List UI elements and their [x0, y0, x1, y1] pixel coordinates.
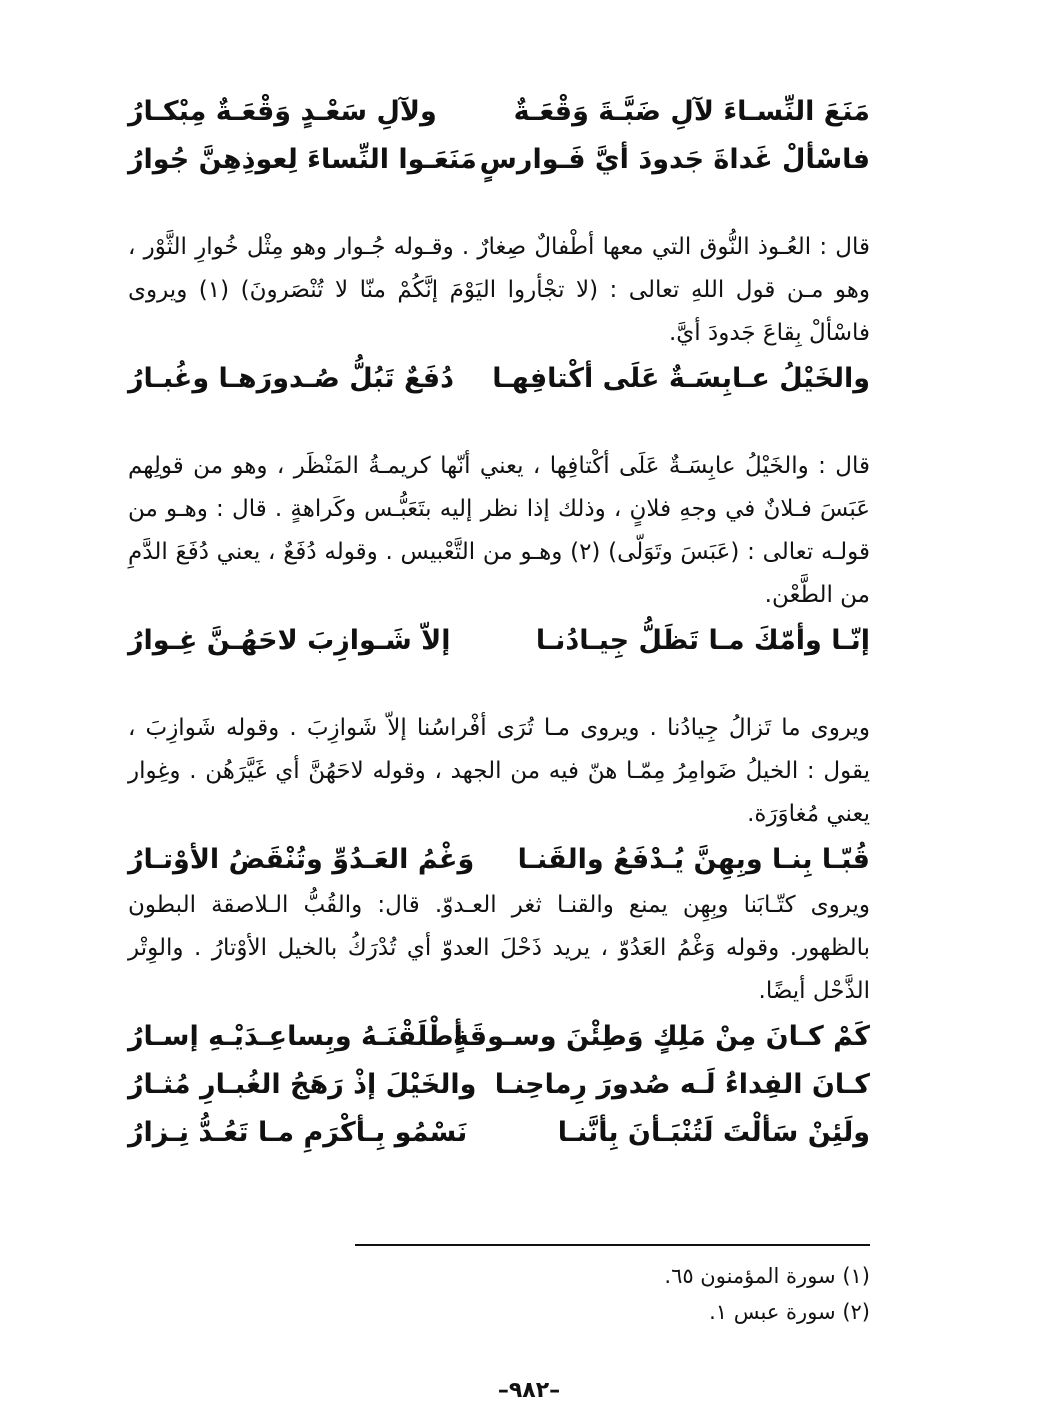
verse-second-hemistich: إلاّ شَـوازِبَ لاحَهُـنَّ غِـوارُ [128, 625, 451, 656]
commentary-paragraph: قال : العُـوذ النُّوق التي معها أطْفالٌ صِغارٌ . وقـوله جُـوار وهو مِثْل خُوارِ الثَّوْر ، وهو مـن قول اللهِ تعالى : (لا تجْأروا اليَوْمَ إنَّكُمْ منّا لا تُنْصَرونَ) (١) ويروى فاسْألْ بِقاعَ جَدودَ أيَّ. [128, 234, 871, 346]
main-text [128, 88, 870, 1157]
verse-second-hemistich: دُفَعٌ تَبُلُّ صُـدورَهـا وغُبـارُ [128, 363, 454, 394]
verse-first-hemistich: ولَئِنْ سَألْتَ لَتُنْبَـأنَ بِأنَّنـا [557, 1117, 870, 1148]
verse-first-hemistich: قُبّـا بِنـا وبِهِنَّ يُـدْفَعُ والقَنـا [517, 844, 870, 875]
verse-first-hemistich: كـانَ الفِداءُ لَـه صُدورَ رِماحِنـا [494, 1069, 870, 1100]
verse-line [128, 617, 870, 665]
verse-first-hemistich: مَنَعَ النِّسـاءَ لآلِ ضَبَّـةَ وَقْعَـةٌ [513, 96, 870, 127]
verse-line [128, 1013, 870, 1061]
verse-line [128, 836, 870, 884]
verse-first-hemistich: والخَيْلُ عـابِسَـةٌ عَلَى أكْتافِهـا [492, 363, 870, 394]
verse-line [128, 136, 870, 184]
verse-first-hemistich: كَمْ كـانَ مِنْ مَلِكٍ وَطِئْنَ وسـوقَةٍ [453, 1021, 870, 1052]
verse-second-hemistich: وَغْمُ العَـدُوِّ وتُنْقَضُ الأوْتـارُ [128, 844, 475, 875]
page-number: –٩٨٢– [497, 1378, 561, 1403]
commentary-paragraph: قال : والخَيْلُ عابِسَـةٌ عَلَى أكْتافِها ، يعني أنّها كريمـةُ المَنْظَر ، وهو من قولِهم عَبَسَ فـلانٌ في وجهِ فلانٍ ، وذلك إذا نظر إليه بتَعَبُّـس وكَراهةٍ . قال : وهـو من قولـه تعالى : (عَبَسَ وتَوَلّى) (٢) وهـو من التَّعْبيس . وقوله دُفَعٌ ، يعني دُفَعَ الدَّمِ من الطَّعْن. [128, 453, 870, 608]
verse-line [128, 355, 870, 403]
footnote-item: (١) سورة المؤمنون ٦٥. [664, 1264, 870, 1288]
verse-second-hemistich: مَنَعَـوا النِّساءَ لِعوذِهِنَّ جُوارُ [128, 144, 477, 175]
verse-second-hemistich: نَسْمُو بِـأكْرَمِ مـا تَعُـدُّ نِـزارُ [128, 1117, 468, 1148]
verse-line [128, 1061, 870, 1109]
verse-line [128, 1109, 870, 1157]
verse-second-hemistich: والخَيْلَ إذْ رَهَجُ الغُبـارِ مُثـارُ [128, 1069, 477, 1100]
verse-first-hemistich: فاسْألْ غَداةَ جَدودَ أيَّ فَـوارسٍ [479, 144, 870, 175]
footnote-divider [355, 1244, 870, 1246]
verse-first-hemistich: إنّـا وأمّكَ مـا تَظَلُّ جِيـادُنـا [535, 625, 870, 656]
footnotes [370, 1258, 870, 1330]
verse-second-hemistich: ولآلِ سَعْـدٍ وَقْعَـةٌ مِبْكـارُ [128, 96, 437, 127]
commentary-paragraph: ويروى ما تَزالُ جِيادُنا . ويروى مـا تُرَى أفْراسُنا إلاّ شَوازِبَ . وقوله شَوازِبَ ، يقول : الخيلُ ضَوامِرُ مِمّـا هنّ فيه من الجهد ، وقوله لاحَهُنَّ أي غَيَّرَهُن . وغِوار يعني مُغاوَرَة. [128, 715, 870, 827]
verse-line [128, 88, 870, 136]
footnote-item: (٢) سورة عبس ١. [709, 1300, 870, 1324]
verse-second-hemistich: أطْلَقْنَـهُ وبِساعِـدَيْـهِ إسـارُ [128, 1021, 463, 1052]
commentary-paragraph: ويروى كتّـابَنا وبِهِن يمنع والقنـا ثغر العـدوّ. قال: والقُبُّ الـلاصقة البطون بالظهور. وقوله وَغْمُ العَدُوّ ، يريد ذَحْلَ العدوّ أي تُدْرَكُ بالخيل الأوْتارُ . والوِتْر الذَّحْل أيضًا. [128, 892, 870, 1004]
